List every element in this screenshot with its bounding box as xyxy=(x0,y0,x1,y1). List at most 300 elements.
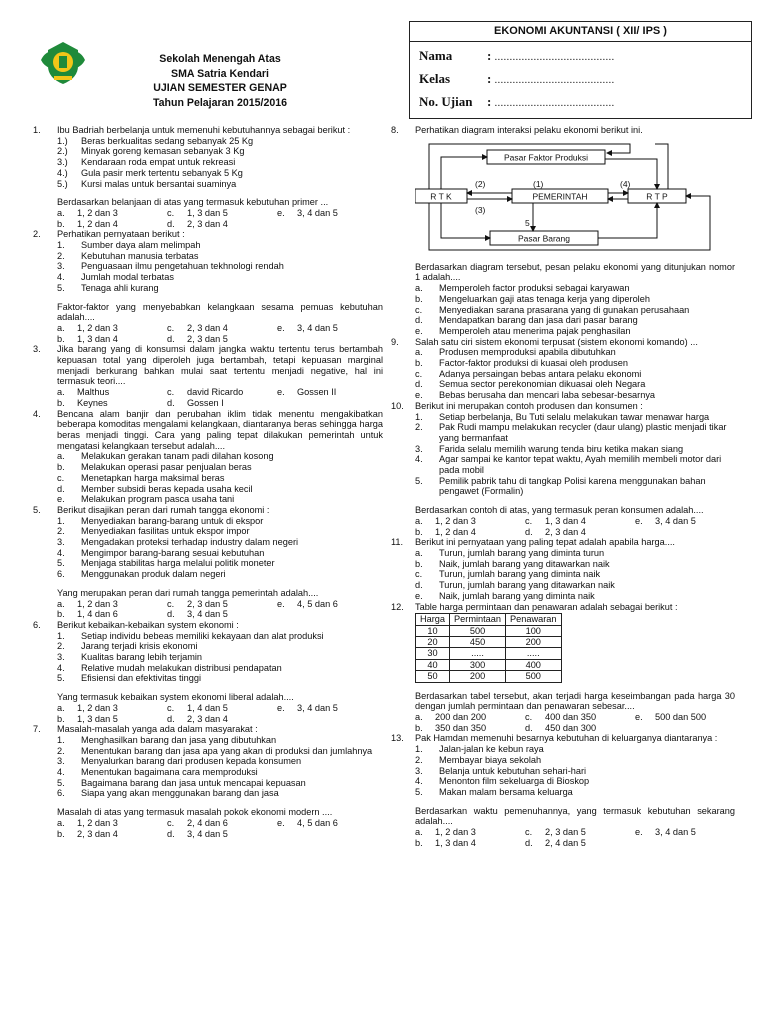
answer-option[interactable] xyxy=(167,714,277,725)
answer-option[interactable] xyxy=(167,829,277,840)
list-item xyxy=(57,494,383,505)
answer-option[interactable] xyxy=(57,387,167,398)
option-text: 2, 3 dan 5 xyxy=(187,333,228,344)
answer-options xyxy=(57,323,383,344)
item-marker: 4.) xyxy=(57,167,68,178)
item-marker: b. xyxy=(415,358,423,369)
question-number: 13. xyxy=(391,733,404,744)
option-letter: d. xyxy=(525,722,533,733)
option-letter: a. xyxy=(415,712,423,723)
item-text: Menghasilkan barang dan jasa yang dibutuhkan xyxy=(81,734,277,745)
item-marker: 3. xyxy=(57,261,65,272)
option-text: 200 dan 200 xyxy=(435,712,487,723)
item-marker: 1. xyxy=(57,734,65,745)
item-text: Setiap individu bebeas memiliki kekayaan dan alat produksi xyxy=(81,630,324,641)
item-text: Mendapatkan barang dan jasa dari pasar barang xyxy=(439,315,638,326)
list-item xyxy=(57,251,383,262)
option-letter: b. xyxy=(57,609,65,620)
answer-option[interactable] xyxy=(167,387,277,398)
option-text: 2, 3 dan 5 xyxy=(545,827,586,838)
class-field[interactable] xyxy=(419,71,615,87)
item-marker: 2. xyxy=(57,641,65,652)
item-marker: 2. xyxy=(415,422,423,433)
student-identity-box xyxy=(409,21,752,119)
government-label: PEMERINTAH xyxy=(532,191,588,202)
list-item xyxy=(57,537,383,548)
answer-option[interactable] xyxy=(167,703,277,714)
option-letter: a. xyxy=(57,598,65,609)
item-marker: 1.) xyxy=(57,135,68,146)
list-item xyxy=(57,558,383,569)
answer-option[interactable] xyxy=(415,838,525,849)
item-marker: 3. xyxy=(57,756,65,767)
option-text: 1, 3 dan 5 xyxy=(187,207,228,218)
option-letter: c. xyxy=(167,598,175,609)
list-item xyxy=(57,240,383,251)
option-text: 2, 4 dan 6 xyxy=(187,817,228,828)
item-text: Tenaga ahli kurang xyxy=(81,282,159,293)
answer-option[interactable] xyxy=(57,609,167,620)
item-text: Bagaimana barang dan jasa untuk mencapai kepuasan xyxy=(81,777,306,788)
item-marker: 6. xyxy=(57,788,65,799)
question-text: Ibu Badriah berbelanja untuk memenuhi kebutuhannya sebagai berikut : xyxy=(57,125,351,135)
list-item xyxy=(57,788,383,799)
option-text: 2, 3 dan 4 xyxy=(187,322,228,333)
item-marker: 2. xyxy=(415,754,423,765)
item-marker: 4. xyxy=(57,547,65,558)
exam-name: UJIAN SEMESTER GENAP xyxy=(153,82,287,94)
school-emblem-icon xyxy=(38,40,88,86)
option-letter: a. xyxy=(415,515,423,526)
question-number: 9. xyxy=(391,336,399,347)
item-text: Naik, jumlah barang yang ditawarkan naik xyxy=(439,558,610,569)
item-text: Bebas berusaha dan mencari laba sebesar-besarnya xyxy=(439,390,656,401)
class-blank[interactable]: ........................................ xyxy=(494,75,615,86)
table-cell: 450 xyxy=(450,637,506,648)
option-letter: c. xyxy=(525,515,533,526)
exam-number-blank[interactable]: ........................................ xyxy=(494,98,615,109)
list-item xyxy=(57,746,383,757)
question-stem: Masalah di atas yang termasuk masalah pokok ekonomi modern .... xyxy=(57,807,333,818)
exam-number-label: No. Ujian xyxy=(419,94,473,109)
item-marker: b. xyxy=(415,558,423,569)
item-text: Mengadakan proteksi terhadap industry dalam negeri xyxy=(81,537,299,548)
item-marker: 4. xyxy=(415,454,423,465)
answer-option[interactable] xyxy=(57,334,167,345)
option-letter: d. xyxy=(167,828,175,839)
item-text: Belanja untuk kebutuhan sehari-hari xyxy=(439,765,587,776)
list-item xyxy=(415,369,735,380)
list-item xyxy=(415,591,735,602)
list-item xyxy=(415,776,735,787)
list-item xyxy=(415,294,735,305)
table-cell: 20 xyxy=(416,637,450,648)
question-number: 12. xyxy=(391,601,404,612)
answer-option[interactable] xyxy=(525,516,635,527)
school-type: Sekolah Menengah Atas xyxy=(159,53,281,65)
question-number: 11. xyxy=(391,537,404,548)
table-row xyxy=(416,648,562,659)
answer-option[interactable] xyxy=(277,599,387,610)
question-12-table-block xyxy=(391,613,735,733)
option-text: 1, 2 dan 3 xyxy=(77,702,118,713)
list-item xyxy=(57,261,383,272)
list-item xyxy=(57,673,383,684)
item-marker: 5. xyxy=(57,558,65,569)
name-blank[interactable]: ........................................ xyxy=(494,52,615,63)
option-text: Keynes xyxy=(77,397,108,408)
item-marker: 3. xyxy=(415,765,423,776)
option-text: 2, 3 dan 4 xyxy=(187,218,228,229)
option-text: 500 dan 500 xyxy=(655,712,707,723)
list-item xyxy=(57,473,383,484)
answer-option[interactable] xyxy=(167,323,277,334)
item-marker: c. xyxy=(415,304,423,315)
item-marker: 5. xyxy=(57,282,65,293)
item-marker: a. xyxy=(415,347,423,358)
answer-option[interactable] xyxy=(277,703,387,714)
question-number: 2. xyxy=(33,229,41,240)
left-column xyxy=(33,125,383,839)
list-item xyxy=(415,412,735,423)
answer-option[interactable] xyxy=(167,599,277,610)
item-text: Siapa yang akan menggunakan barang dan jasa xyxy=(81,788,279,799)
option-text: 1, 2 dan 3 xyxy=(77,817,118,828)
table-row xyxy=(416,625,562,636)
flow-label-2: (2) xyxy=(475,178,486,189)
item-marker: 6. xyxy=(57,569,65,580)
item-text: Factor-faktor produksi di kuasai oleh produsen xyxy=(439,358,628,369)
option-letter: b. xyxy=(57,333,65,344)
item-marker: 5. xyxy=(57,673,65,684)
list-item xyxy=(415,390,735,401)
option-text: 1, 4 dan 5 xyxy=(187,702,228,713)
option-text: david Ricardo xyxy=(187,387,244,398)
item-text: Menyediakan fasilitas untuk ekspor impor xyxy=(81,526,250,537)
item-marker: 1. xyxy=(57,515,65,526)
table-cell: 200 xyxy=(506,637,561,648)
answer-option[interactable] xyxy=(635,827,745,838)
item-text: Memperoleh factor produksi sebagai karyawan xyxy=(439,283,630,294)
list-item xyxy=(57,526,383,537)
answer-option[interactable] xyxy=(57,323,167,334)
question-number: 5. xyxy=(33,504,41,515)
list-item xyxy=(415,444,735,455)
item-text: Mengeluarkan gaji atas tenaga kerja yang diperoleh xyxy=(439,293,650,304)
school-identity xyxy=(112,52,328,110)
option-text: 2, 3 dan 5 xyxy=(187,598,228,609)
item-text: Melakukan gerakan tanam padi dilahan kosong xyxy=(81,451,274,462)
answer-option[interactable] xyxy=(57,208,167,219)
option-letter: c. xyxy=(167,817,175,828)
option-text: 3, 4 dan 5 xyxy=(297,207,338,218)
answer-options xyxy=(57,208,383,229)
option-text: 1, 3 dan 4 xyxy=(545,515,586,526)
goods-market-label: Pasar Barang xyxy=(518,233,570,244)
option-text: 1, 2 dan 3 xyxy=(435,515,476,526)
list-item xyxy=(57,569,383,580)
option-letter: c. xyxy=(167,387,175,398)
answer-option[interactable] xyxy=(57,219,167,230)
list-item xyxy=(415,305,735,316)
option-text: 4, 5 dan 6 xyxy=(297,817,338,828)
exam-number-field[interactable] xyxy=(419,94,615,110)
list-item xyxy=(57,283,383,294)
answer-options xyxy=(57,599,383,620)
academic-year: Tahun Pelajaran 2015/2016 xyxy=(152,96,288,109)
answer-option[interactable] xyxy=(415,527,525,538)
list-item xyxy=(415,283,735,294)
item-text: Semua sector perekonomian dikuasai oleh Negara xyxy=(439,379,646,390)
answer-option[interactable] xyxy=(277,323,387,334)
item-marker: 3.) xyxy=(57,157,68,168)
answer-option[interactable] xyxy=(525,712,635,723)
question-text: Berikut kebaikan-kebaikan system ekonomi : xyxy=(57,619,239,630)
school-name: SMA Satria Kendari xyxy=(171,67,269,80)
option-text: 2, 3 dan 4 xyxy=(545,526,586,537)
flow-label-5: 5 xyxy=(525,217,530,228)
item-text: Setiap berbelanja, Bu Tuti selalu melakukan tawar menawar harga xyxy=(439,411,710,422)
list-item xyxy=(57,179,383,190)
exam-header xyxy=(0,0,768,125)
option-text: 1, 3 dan 5 xyxy=(77,713,118,724)
answer-option[interactable] xyxy=(525,723,635,734)
option-text: 1, 2 dan 3 xyxy=(77,207,118,218)
item-text: Kualitas barang lebih terjamin xyxy=(81,652,203,663)
item-marker: c. xyxy=(415,368,423,379)
item-marker: e. xyxy=(415,325,423,336)
option-letter: b. xyxy=(57,828,65,839)
item-marker: 1. xyxy=(57,630,65,641)
table-row xyxy=(416,671,562,682)
answer-option[interactable] xyxy=(167,398,277,409)
answer-option[interactable] xyxy=(57,398,167,409)
question-text: Perhatikan pernyataan berikut : xyxy=(57,229,185,240)
household-label: R T K xyxy=(430,191,452,202)
item-marker: d. xyxy=(415,580,423,591)
item-marker: d. xyxy=(415,379,423,390)
item-marker: b. xyxy=(57,462,65,473)
question-text: Berikut ini pernyataan yang paling tepat adalah apabila harga.... xyxy=(415,537,675,548)
option-text: 3, 4 dan 5 xyxy=(297,322,338,333)
item-marker: 2.) xyxy=(57,146,68,157)
option-text: 1, 3 dan 4 xyxy=(435,837,476,848)
table-cell: 200 xyxy=(450,671,506,682)
question-text: Masalah-masalah yanga ada dalam masyarakat : xyxy=(57,724,258,735)
item-text: Kursi malas untuk bersantai suaminya xyxy=(81,178,237,189)
list-item xyxy=(415,315,735,326)
option-letter: b. xyxy=(415,526,423,537)
item-text: Farida selalu memilih warung tenda biru ketika makan siang xyxy=(439,443,684,454)
answer-option[interactable] xyxy=(57,829,167,840)
answer-options xyxy=(57,818,383,839)
answer-option[interactable] xyxy=(57,714,167,725)
list-item xyxy=(415,379,735,390)
item-text: Pak Rudi mampu melakukan recycler (daur ulang) plastic menjadi tikar yang bermanfaat xyxy=(439,422,727,443)
answer-option[interactable] xyxy=(57,599,167,610)
option-text: 2, 3 dan 4 xyxy=(77,828,118,839)
option-letter: d. xyxy=(167,609,175,620)
item-text: Menjaga stabilitas harga melalui politik moneter xyxy=(81,558,275,569)
colon: : xyxy=(487,94,492,109)
option-text: Gossen II xyxy=(297,387,337,398)
item-marker: 4. xyxy=(57,662,65,673)
option-letter: b. xyxy=(57,713,65,724)
table-cell: 500 xyxy=(450,625,506,636)
option-letter: c. xyxy=(167,207,175,218)
question-13 xyxy=(391,733,735,848)
option-letter: c. xyxy=(525,827,533,838)
option-letter: b. xyxy=(57,218,65,229)
option-letter: e. xyxy=(635,515,643,526)
option-text: 450 dan 300 xyxy=(545,722,597,733)
answer-option[interactable] xyxy=(525,527,635,538)
flow-label-3: (3) xyxy=(475,204,486,215)
answer-option[interactable] xyxy=(277,208,387,219)
answer-option[interactable] xyxy=(415,516,525,527)
col-header-price: Harga xyxy=(416,614,450,625)
option-text: 2, 3 dan 4 xyxy=(187,713,228,724)
factor-market-label: Pasar Faktor Produksi xyxy=(503,152,589,163)
item-marker: b. xyxy=(415,293,423,304)
question-9 xyxy=(391,337,735,401)
name-label: Nama xyxy=(419,48,453,63)
answer-option[interactable] xyxy=(277,818,387,829)
item-text: Kendaraan roda empat untuk rekreasi xyxy=(81,157,236,168)
answer-options xyxy=(415,827,735,848)
list-item xyxy=(415,454,735,475)
list-item xyxy=(57,652,383,663)
flow-label-1: (1) xyxy=(533,178,544,189)
question-number: 10. xyxy=(391,400,404,411)
list-item xyxy=(57,631,383,642)
item-text: Menonton film sekeluarga di Bioskop xyxy=(439,776,590,787)
question-10 xyxy=(391,401,735,537)
list-item xyxy=(415,347,735,358)
answer-option[interactable] xyxy=(635,712,745,723)
list-item xyxy=(57,778,383,789)
option-text: 3, 4 dan 5 xyxy=(655,515,696,526)
circular-flow-diagram xyxy=(415,136,735,254)
answer-option[interactable] xyxy=(57,818,167,829)
item-marker: 1. xyxy=(415,411,423,422)
question-number: 3. xyxy=(33,344,41,355)
item-marker: 3. xyxy=(415,443,423,454)
list-item xyxy=(57,516,383,527)
table-cell: 500 xyxy=(506,671,561,682)
table-cell: 100 xyxy=(506,625,561,636)
answer-option[interactable] xyxy=(57,703,167,714)
item-marker: 3. xyxy=(57,652,65,663)
item-text: Member subsidi beras kepada usaha kecil xyxy=(81,483,253,494)
option-text: 1, 4 dan 6 xyxy=(77,609,118,620)
answer-options xyxy=(415,712,735,733)
answer-option[interactable] xyxy=(525,838,635,849)
question-number: 1. xyxy=(33,125,41,135)
item-text: Menyalurkan barang dari produsen kepada konsumen xyxy=(81,756,302,767)
item-marker: c. xyxy=(415,569,423,580)
question-text: Jika barang yang di konsumsi dalam jangka waktu tertentu terus bertambah kepuasan total yang diperoleh juga bertambah, tetapi kepuasan marginal menjadi berkurang bahkan mulai saat tertentu menjadi negative, hal ini termasuk teori.... xyxy=(57,344,383,387)
list-item xyxy=(415,744,735,755)
answer-option[interactable] xyxy=(167,609,277,620)
option-letter: e. xyxy=(277,387,285,398)
demand-supply-table xyxy=(415,613,562,682)
answer-option[interactable] xyxy=(167,334,277,345)
name-field[interactable] xyxy=(419,48,615,64)
item-text: Turun, jumlah barang yang diminta naik xyxy=(439,569,601,580)
item-marker: 2. xyxy=(57,745,65,756)
answer-option[interactable] xyxy=(415,712,525,723)
question-stem: Faktor-faktor yang menyebabkan kelangkaan sesama pemuas kebutuhan adalah.... xyxy=(57,301,383,323)
item-marker: 5. xyxy=(415,475,423,486)
option-letter: b. xyxy=(415,837,423,848)
option-text: 1, 2 dan 3 xyxy=(435,827,476,838)
item-marker: 4. xyxy=(57,272,65,283)
question-4 xyxy=(33,409,383,505)
list-item xyxy=(415,358,735,369)
list-item xyxy=(415,422,735,443)
list-item xyxy=(57,663,383,674)
item-text: Kebutuhan manusia terbatas xyxy=(81,250,199,261)
list-item xyxy=(57,157,383,168)
item-marker: 2. xyxy=(57,526,65,537)
question-stem: Berdasarkan belanjaan di atas yang termasuk kebutuhan primer ... xyxy=(57,197,329,208)
answer-option[interactable] xyxy=(167,208,277,219)
answer-option[interactable] xyxy=(167,219,277,230)
item-text: Penguasaan ilmu pengetahuan tekhnologi rendah xyxy=(81,261,284,272)
answer-option[interactable] xyxy=(635,516,745,527)
table-cell: 10 xyxy=(416,625,450,636)
col-header-supply: Penawaran xyxy=(506,614,561,625)
item-marker: e. xyxy=(415,590,423,601)
question-stem: Yang termasuk kebaikan system ekonomi liberal adalah.... xyxy=(57,692,294,703)
list-item xyxy=(415,755,735,766)
question-text: Pak Hamdan memenuhi besarnya kebutuhan di keluarganya diantaranya : xyxy=(415,733,718,744)
answer-option[interactable] xyxy=(277,387,387,398)
option-letter: a. xyxy=(415,827,423,838)
question-3 xyxy=(33,344,383,408)
item-marker: 5. xyxy=(415,786,423,797)
list-item xyxy=(57,756,383,767)
question-number: 7. xyxy=(33,724,41,735)
list-item xyxy=(57,462,383,473)
item-text: Melakukan program pasca usaha tani xyxy=(81,494,235,505)
option-letter: a. xyxy=(57,207,65,218)
option-letter: a. xyxy=(57,387,65,398)
item-text: Menyediakan barang-barang untuk di ekspor xyxy=(81,515,264,526)
question-text: Perhatikan diagram interaksi pelaku ekonomi berikut ini. xyxy=(415,125,643,135)
question-11 xyxy=(391,537,735,601)
answer-option[interactable] xyxy=(415,723,525,734)
list-item xyxy=(57,168,383,179)
question-1 xyxy=(33,125,383,229)
question-text: Bencana alam banjir dan perubahan iklim tidak menentu mengakibatkan beberapa komoditas mengalami kelangkaan, diantaranya beras sehingga harga beras menjadi tinggi. Cara yang paling tepat dilakukan pemerintah untuk mengatasi kelangkaan tersebut adalah.... xyxy=(57,408,383,451)
list-item xyxy=(57,136,383,147)
answer-options xyxy=(57,387,383,408)
answer-option[interactable] xyxy=(167,818,277,829)
answer-option[interactable] xyxy=(415,827,525,838)
item-marker: 1. xyxy=(415,744,423,755)
list-item xyxy=(57,641,383,652)
item-text: Agar sampai ke kantor tepat waktu, Ayah memilih membeli motor dari pada mobil xyxy=(439,454,722,476)
option-letter: e. xyxy=(635,827,643,838)
item-marker: e. xyxy=(57,494,65,505)
table-cell: 30 xyxy=(416,648,450,659)
answer-option[interactable] xyxy=(525,827,635,838)
list-item xyxy=(415,548,735,559)
item-text: Menyediakan sarana prasarana yang di gunakan perusahaan xyxy=(439,304,690,315)
option-text: 2, 4 dan 5 xyxy=(545,837,586,848)
